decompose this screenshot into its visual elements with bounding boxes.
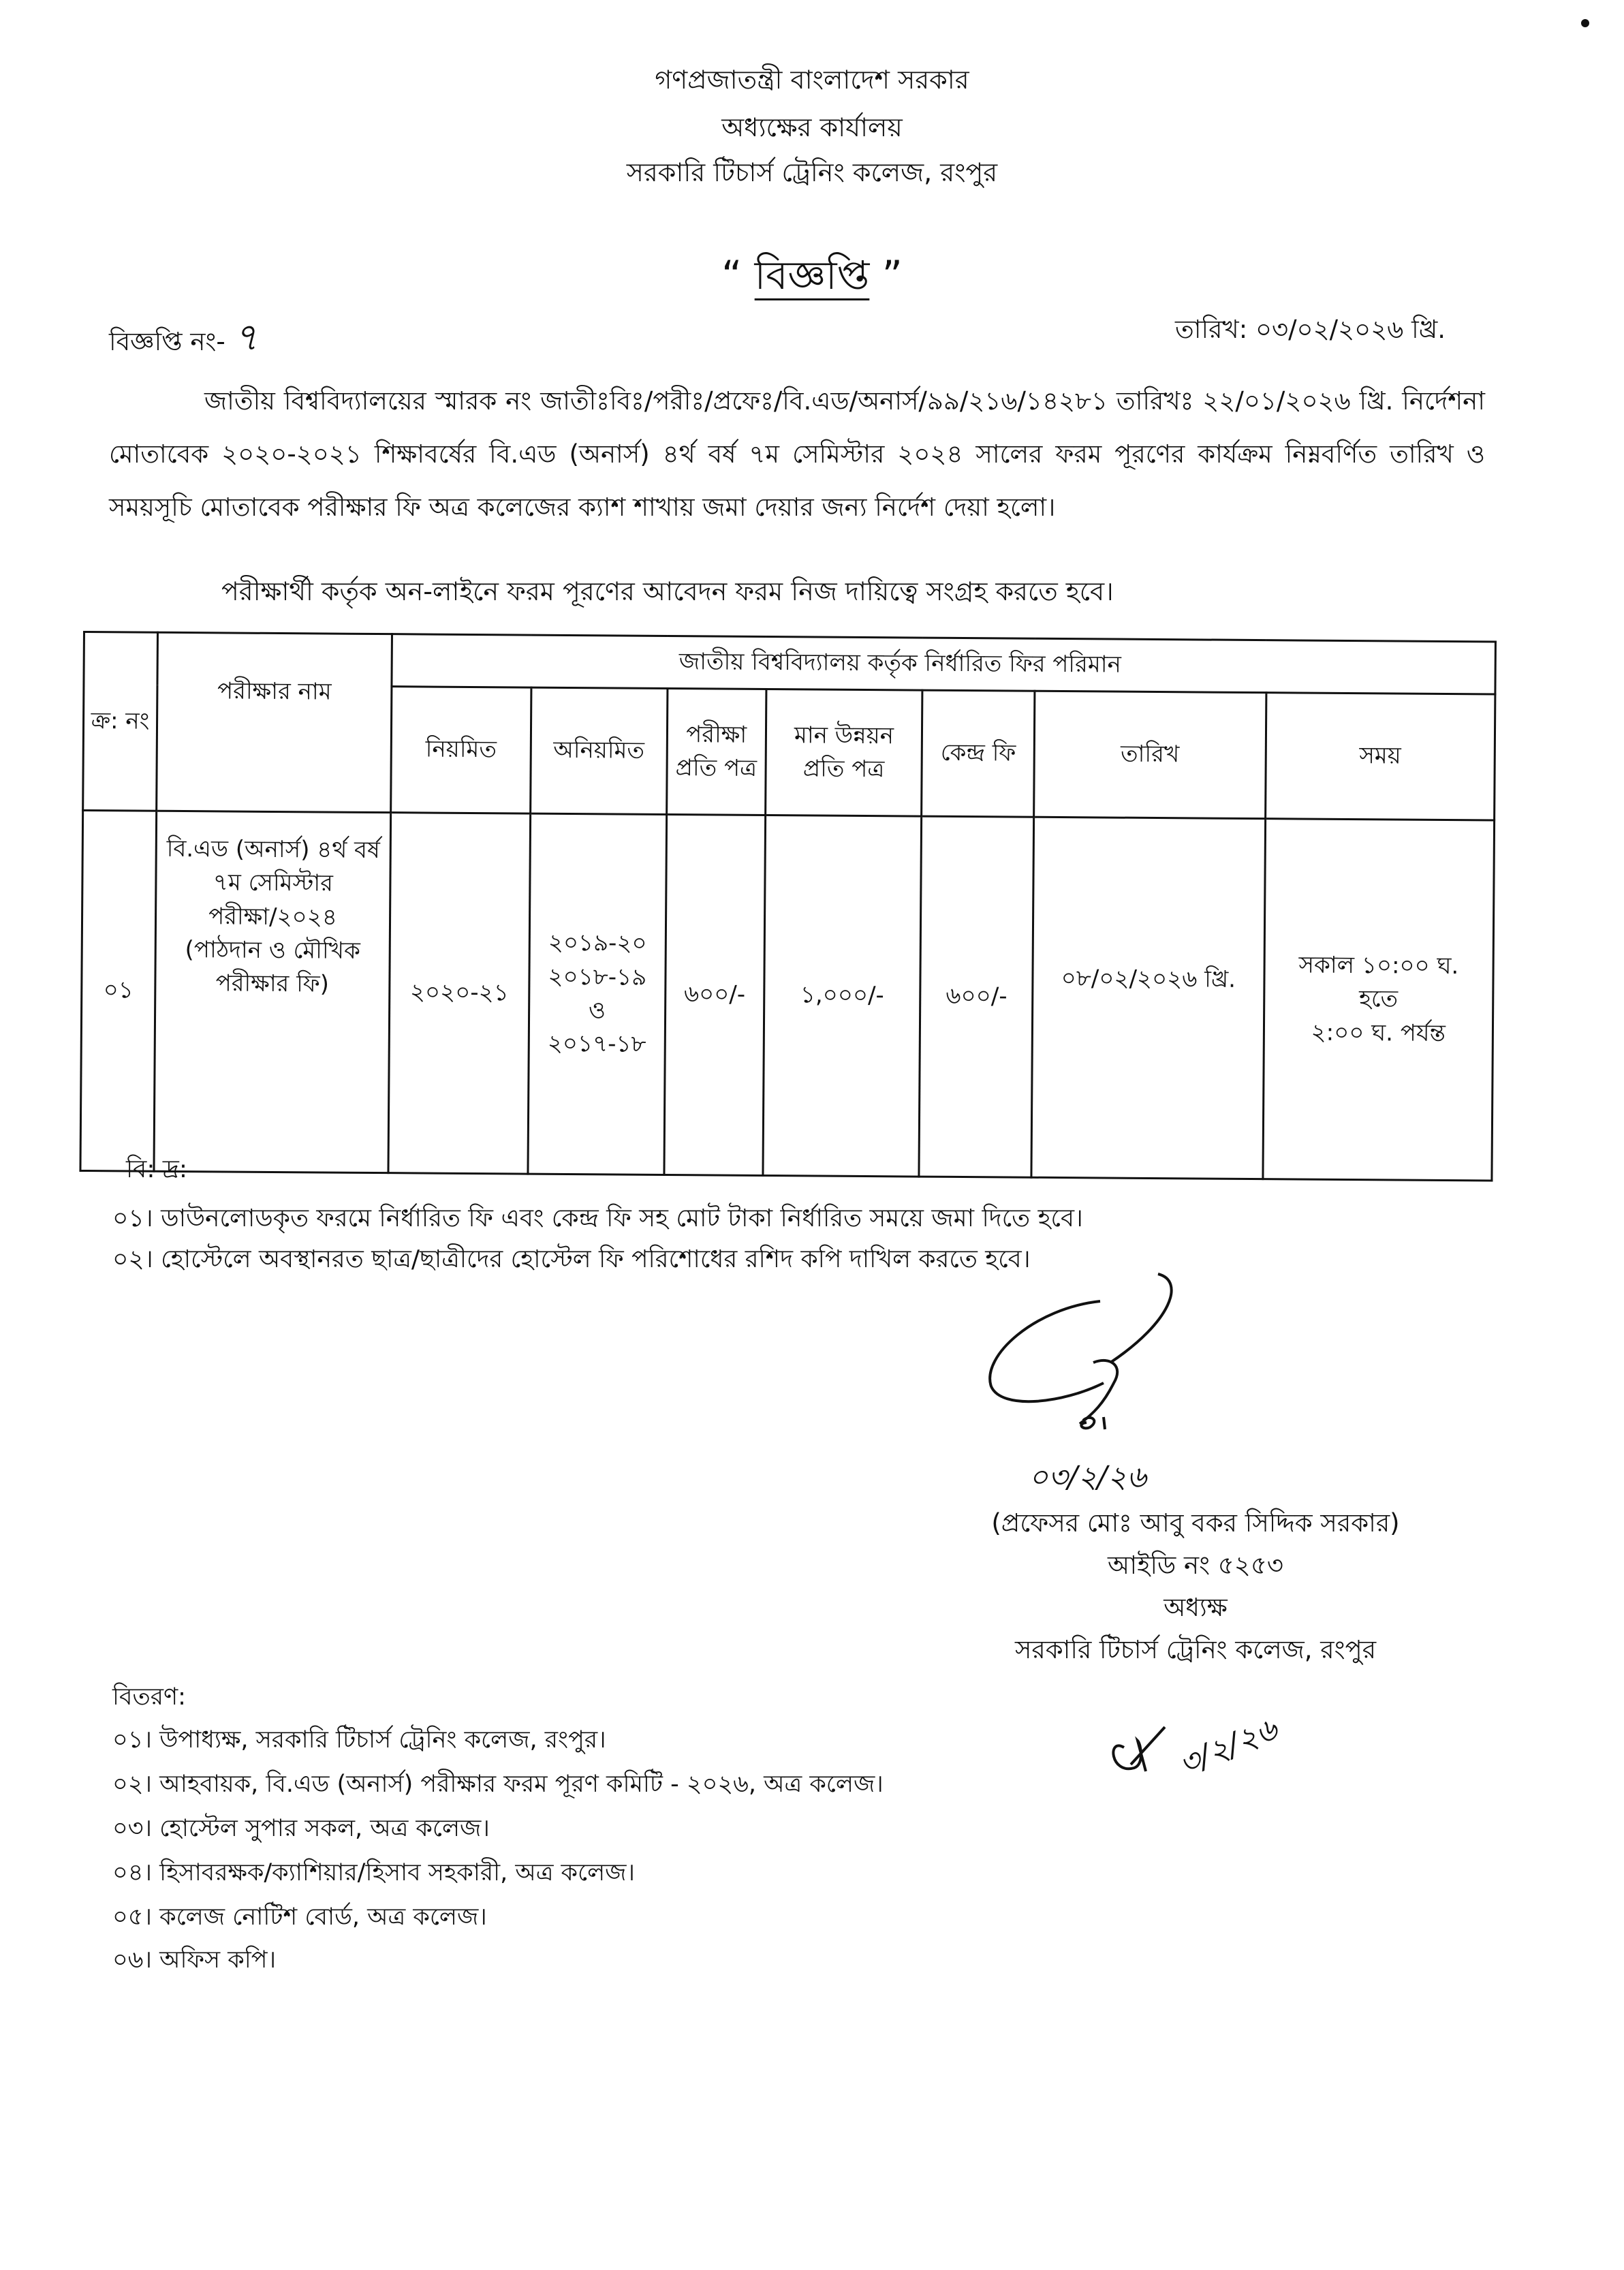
signatory-name: (প্রফেসর মোঃ আবু বকর সিদ্দিক সরকার) bbox=[991, 1508, 1400, 1538]
body-paragraph-text: জাতীয় বিশ্ববিদ্যালয়ের স্মারক নং জাতীঃবিঃ/পরীঃ/প্রফেঃ/বি.এড/অনার্স/৯৯/২১৬/১৪২৮১ তারিখঃ ২২/০১/২০২৬ খ্রি. নির্দেশনা মোতাবেক ২০২০-২০২১ শিক্ষাবর্ষের বি.এড (অনার্স) ৪র্থ বর্ষ ৭ম সেমিস্টার ২০২৪ সালের ফরম পূরণের কার্যক্রম নিম্নবর্ণিত তারিখ ও সময়সূচি মোতাবেক পরীক্ষার ফি অত্র কলেজের ক্যাশ শাখায় জমা দেয়ার জন্য নির্দেশ দেয়া হলো। bbox=[109, 386, 1485, 522]
exam-name-line: পরীক্ষা/২০২৪ bbox=[208, 902, 338, 931]
initials-handwritten-date: ৩/২/২৬ bbox=[1173, 1710, 1283, 1783]
notice-number bbox=[109, 315, 258, 360]
body-paragraph bbox=[109, 375, 1485, 534]
exam-name-line: পরীক্ষার ফি) bbox=[215, 969, 330, 998]
exam-name-line: ৭ম সেমিস্টার bbox=[213, 869, 334, 897]
signatory-designation: অধ্যক্ষ bbox=[1164, 1593, 1228, 1622]
time-line: ২:০০ ঘ. পর্যন্ত bbox=[1311, 1019, 1446, 1047]
irregular-session: ২০১৯-২০ bbox=[548, 929, 647, 958]
notice-number-label: বিজ্ঞপ্তি নং- bbox=[109, 327, 225, 356]
cell-regular: ২০২০-২১ bbox=[388, 813, 531, 1174]
cell-serial: ০১ bbox=[80, 811, 157, 1172]
notice-date: তারিখ: ০৩/০২/২০২৬ খ্রি. bbox=[1175, 315, 1446, 344]
header-line-government: গণপ্রজাতন্ত্রী বাংলাদেশ সরকার bbox=[655, 65, 969, 95]
irregular-conjunction: ও bbox=[588, 997, 606, 1025]
cell-center-fee: ৬০০/- bbox=[919, 816, 1033, 1177]
cell-date: ০৮/০২/২০২৬ খ্রি. bbox=[1031, 817, 1265, 1179]
irregular-session: ২০১৮-১৯ bbox=[548, 963, 647, 991]
cell-irregular bbox=[528, 813, 667, 1175]
signature-handwritten-date: ০৩/২/২৬ bbox=[1029, 1460, 1146, 1495]
exam-name-line: বি.এড (অনার্স) ৪র্থ বর্ষ bbox=[166, 835, 380, 865]
title-close-quote: ” bbox=[881, 252, 903, 298]
title-word: বিজ্ঞপ্তি bbox=[754, 252, 870, 298]
table-row bbox=[80, 811, 1495, 1181]
title-open-quote: “ bbox=[721, 252, 743, 298]
distribution-item-5: ০৫। কলেজ নোটিশ বোর্ড, অত্র কলেজ। bbox=[112, 1903, 487, 1931]
time-line: সকাল ১০:০০ ঘ. bbox=[1298, 951, 1459, 980]
header-line-institution: সরকারি টিচার্স ট্রেনিং কলেজ, রংপুর bbox=[626, 157, 998, 187]
distribution-item-4: ০৪। হিসাবরক্ষক/ক্যাশিয়ার/হিসাব সহকারী, অত্র কলেজ। bbox=[112, 1859, 636, 1886]
cell-improvement-per-paper: ১,০০০/- bbox=[763, 815, 922, 1177]
distribution-heading: বিতরণ: bbox=[112, 1683, 186, 1711]
signatory-id: আইডি নং ৫২৫৩ bbox=[1108, 1551, 1283, 1580]
cell-time bbox=[1263, 819, 1495, 1181]
col-header-irregular: অনিয়মিত bbox=[531, 687, 668, 814]
signatory-block bbox=[906, 1502, 1485, 1671]
distribution-item-2: ০২। আহবায়ক, বি.এড (অনার্স) পরীক্ষার ফরম পূরণ কমিটি - ২০২৬, অত্র কলেজ। bbox=[112, 1771, 884, 1798]
col-header-improvement-per-paper: মান উন্নয়ন প্রতি পত্র bbox=[765, 689, 922, 817]
exam-name-line: (পাঠদান ও মৌখিক bbox=[185, 935, 360, 965]
time-line: হতে bbox=[1358, 985, 1399, 1013]
instruction-line: পরীক্ষার্থী কর্তৃক অন-লাইনে ফরম পূরণের আবেদন ফরম নিজ দায়িত্বে সংগ্রহ করতে হবে। bbox=[221, 576, 1114, 606]
irregular-session: ২০১৭-১৮ bbox=[547, 1030, 646, 1059]
scan-dot bbox=[1581, 19, 1589, 27]
col-header-center-fee: কেন্দ্র ফি bbox=[922, 690, 1035, 817]
header-line-office: অধ্যক্ষের কার্যালয় bbox=[721, 112, 903, 142]
col-header-date: তারিখ bbox=[1034, 691, 1266, 818]
cell-exam-name bbox=[154, 811, 391, 1172]
principal-signature bbox=[954, 1267, 1240, 1485]
col-header-exam-name: পরীক্ষার নাম bbox=[156, 632, 392, 812]
notes-heading: বি: দ্র: bbox=[126, 1155, 187, 1183]
col-header-serial: ক্র: নং bbox=[83, 632, 158, 811]
col-header-regular: নিয়মিত bbox=[391, 687, 531, 813]
distribution-item-1: ০১। উপাধ্যক্ষ, সরকারি টিচার্স ট্রেনিং কলেজ, রংপুর। bbox=[112, 1726, 606, 1754]
distribution-item-3: ০৩। হোস্টেল সুপার সকল, অত্র কলেজ। bbox=[112, 1815, 490, 1842]
col-header-exam-per-paper: পরীক্ষা প্রতি পত্র bbox=[666, 688, 766, 815]
notice-number-handwritten: ৭ bbox=[233, 315, 258, 360]
notice-title bbox=[0, 245, 1624, 311]
signatory-institution: সরকারি টিচার্স ট্রেনিং কলেজ, রংপুর bbox=[1014, 1635, 1377, 1664]
col-group-header-fees: জাতীয় বিশ্ববিদ্যালয় কর্তৃক নির্ধারিত ফির পরিমান bbox=[392, 634, 1495, 694]
fee-table bbox=[79, 631, 1496, 1181]
note-item-2: ০২। হোস্টেলে অবস্থানরত ছাত্র/ছাত্রীদের হোস্টেল ফি পরিশোধের রশিদ কপি দাখিল করতে হবে। bbox=[112, 1245, 1031, 1273]
distribution-item-6: ০৬। অফিস কপি। bbox=[112, 1946, 277, 1974]
cell-exam-per-paper: ৬০০/- bbox=[664, 814, 766, 1175]
col-header-time: সময় bbox=[1265, 693, 1495, 820]
note-item-1: ০১। ডাউনলোডকৃত ফরমে নির্ধারিত ফি এবং কেন্দ্র ফি সহ মোট টাকা নির্ধারিত সময়ে জমা দিতে হবে। bbox=[112, 1204, 1083, 1232]
